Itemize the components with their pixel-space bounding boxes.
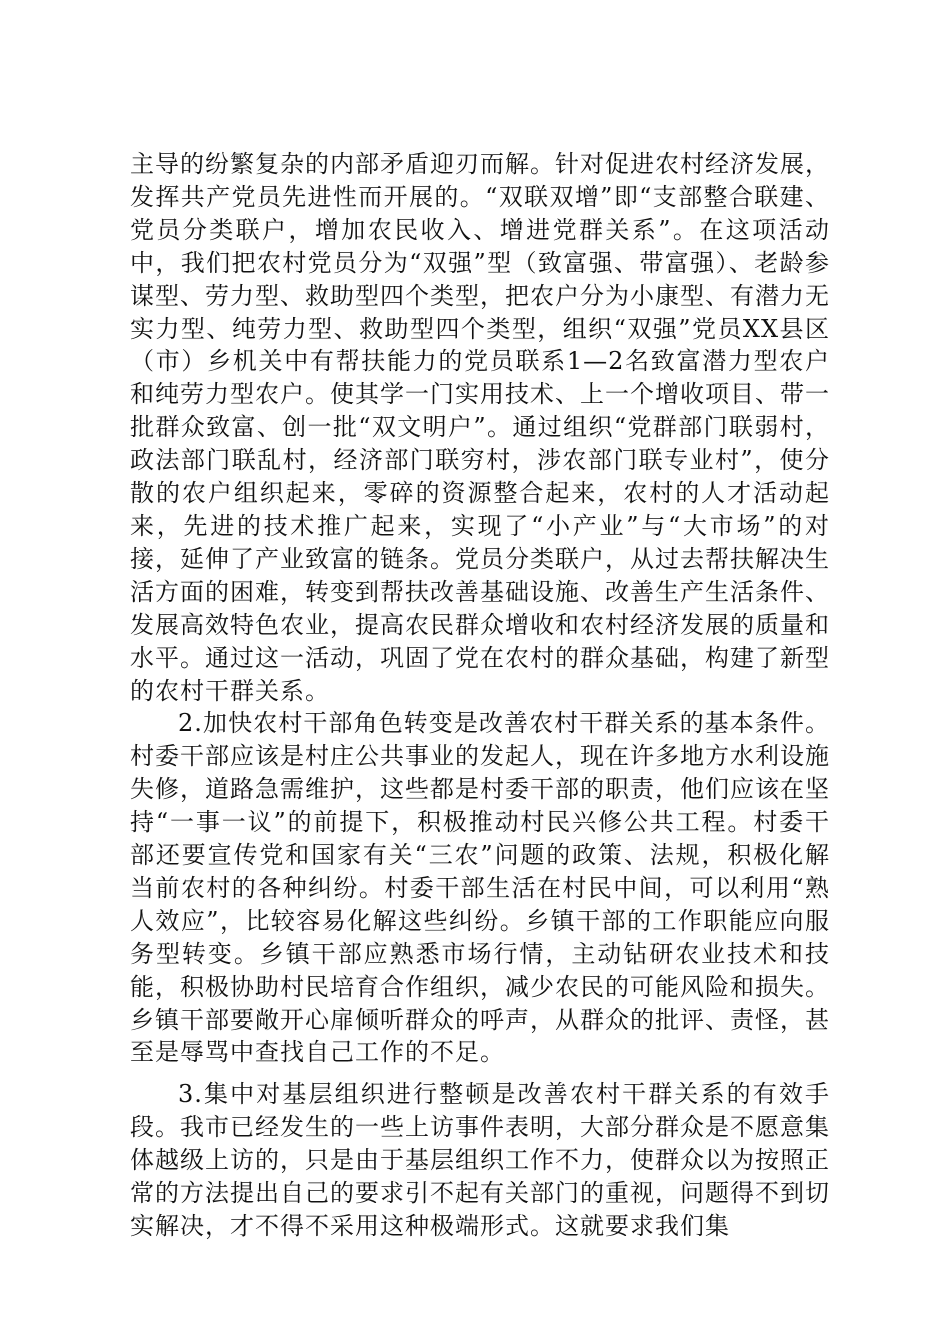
paragraph-section-3: 3.集中对基层组织进行整顿是改善农村干群关系的有效手段。我市已经发生的一些上访事件表明，大部分群众是不愿意集体越级上访的，只是由于基层组织工作不力，使群众以为按照正常的方法提出自己的要求引不起有关部门的重视，问题得不到切实解决，才不得不采用这种极端形式。这就要求我们集	[130, 1080, 830, 1240]
paragraph-continuation: 主导的纷繁复杂的内部矛盾迎刃而解。针对促进农村经济发展，发挥共产党员先进性而开展的。“双联双增”即“支部整合联建、党员分类联户，增加农民收入、增进党群关系”。在这项活动中，我们把农村党员分为“双强”型（致富强、带富强）、老龄参谋型、劳力型、救助型四个类型，把农户分为小康型、有潜力无实力型、纯劳力型、救助型四个类型，组织“双强”党员XX县区（市）乡机关中有帮扶能力的党员联系1—2名致富潜力型农户和纯劳力型农户。使其学一门实用技术、上一个增收项目、带一批群众致富、创一批“双文明户”。通过组织“党群部门联弱村，政法部门联乱村，经济部门联穷村，涉农部门联专业村”，使分散的农户组织起来，零碎的资源整合起来，农村的人才活动起来，先进的技术推广起来，实现了“小产业”与“大市场”的对接，延伸了产业致富的链条。党员分类联户，从过去帮扶解决生活方面的困难，转变到帮扶改善基础设施、改善生产生活条件、发展高效特色农业，提高农民群众增收和农村经济发展的质量和水平。通过这一活动，巩固了党在农村的群众基础，构建了新型的农村干群关系。	[130, 150, 830, 705]
document-body	[130, 148, 830, 1243]
paragraph-section-2: 2.加快农村干部角色转变是改善农村干群关系的基本条件。村委干部应该是村庄公共事业的发起人，现在许多地方水利设施失修，道路急需维护，这些都是村委干部的职责，他们应该在坚持“一事一议”的前提下，积极推动村民兴修公共工程。村委干部还要宣传党和国家有关“三农”问题的政策、法规，积极化解当前农村的各种纠纷。村委干部生活在村民中间，可以利用“熟人效应”，比较容易化解这些纠纷。乡镇干部的工作职能应向服务型转变。乡镇干部应熟悉市场行情，主动钻研农业技术和技能，积极协助村民培育合作组织，减少农民的可能风险和损失。乡镇干部要敞开心扉倾听群众的呼声，从群众的批评、责怪，甚至是辱骂中查找自己工作的不足。	[130, 709, 830, 1067]
